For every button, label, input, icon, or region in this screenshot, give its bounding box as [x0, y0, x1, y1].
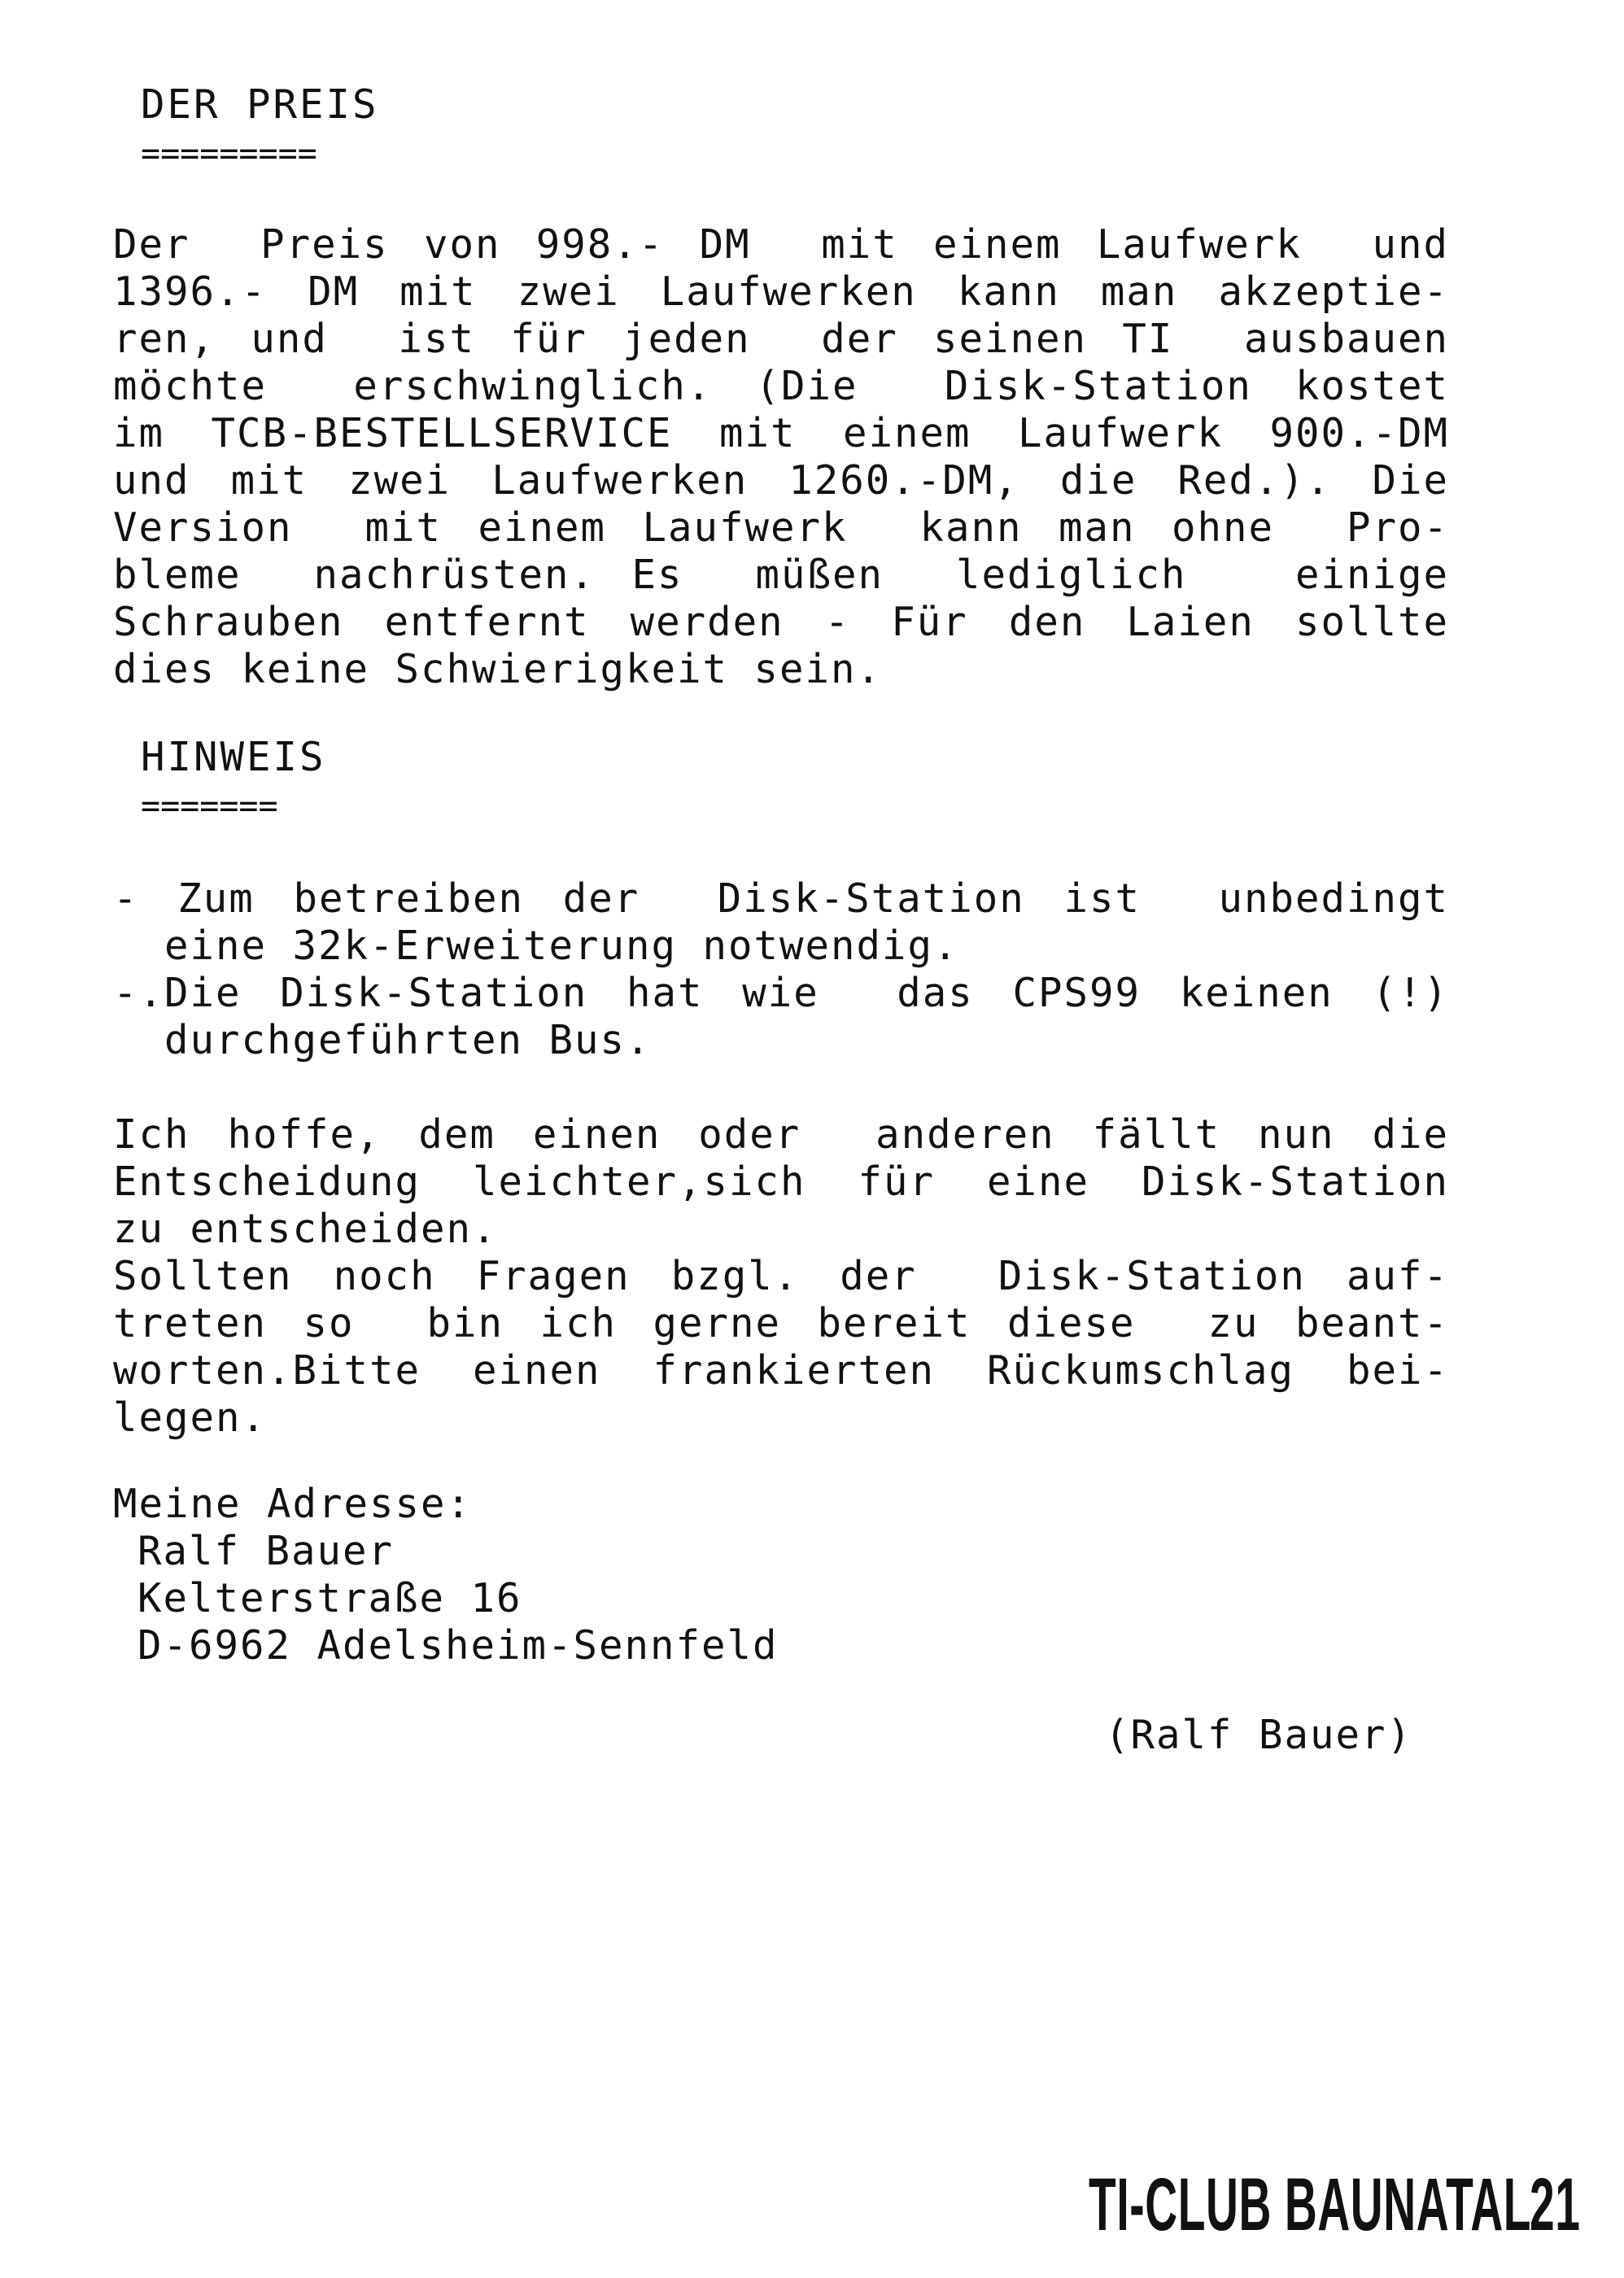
- hint-heading-underline: =======: [141, 788, 278, 825]
- page-number: 21: [1530, 2163, 1581, 2246]
- list-item: -.Die Disk-Station hat wie das CPS99 keinen (!): [113, 970, 1449, 1016]
- paragraph-line: Version mit einem Laufwerk kann man ohne Pro-: [113, 504, 1449, 551]
- hint-heading: HINWEIS: [141, 734, 326, 780]
- paragraph-line: 1396.- DM mit zwei Laufwerken kann man akzeptie-: [113, 268, 1449, 315]
- price-heading-underline: =========: [141, 135, 317, 172]
- paragraph-line: zu entscheiden.: [113, 1206, 498, 1252]
- address-name: Ralf Bauer: [138, 1528, 395, 1574]
- address-city: D-6962 Adelsheim-Sennfeld: [138, 1622, 779, 1669]
- paragraph-line: Ich hoffe, dem einen oder anderen fällt nun die: [113, 1111, 1449, 1158]
- list-item: eine 32k-Erweiterung notwendig.: [113, 923, 959, 969]
- paragraph-line: dies keine Schwierigkeit sein.: [113, 646, 883, 692]
- paragraph-line: ren, und ist für jeden der seinen TI ausbauen: [113, 316, 1449, 362]
- address-street: Kelterstraße 16: [138, 1575, 522, 1621]
- paragraph-line: Entscheidung leichter,sich für eine Disk-Station: [113, 1159, 1449, 1205]
- paragraph-line: bleme nachrüsten. Es müßen lediglich einige: [113, 552, 1449, 598]
- list-item: durchgeführten Bus.: [113, 1017, 652, 1063]
- paragraph-line: legen.: [113, 1394, 268, 1441]
- paragraph-line: Schrauben entfernt werden - Für den Laien sollte: [113, 599, 1449, 645]
- address-label: Meine Adresse:: [113, 1481, 473, 1527]
- list-item: - Zum betreiben der Disk-Station ist unbedingt: [113, 875, 1449, 922]
- paragraph-line: im TCB-BESTELLSERVICE mit einem Laufwerk 900.-DM: [113, 410, 1449, 456]
- club-name: TI-CLUB BAUNATAL: [1089, 2163, 1532, 2246]
- paragraph-line: und mit zwei Laufwerken 1260.-DM, die Red.). Die: [113, 457, 1449, 504]
- price-heading: DER PREIS: [141, 81, 379, 128]
- paragraph-line: treten so bin ich gerne bereit diese zu beant-: [113, 1300, 1449, 1346]
- paragraph-line: Der Preis von 998.- DM mit einem Laufwerk und: [113, 221, 1449, 268]
- paragraph-line: Sollten noch Fragen bzgl. der Disk-Station auf-: [113, 1253, 1449, 1299]
- signature: (Ralf Bauer): [1105, 1712, 1413, 1758]
- paragraph-line: worten.Bitte einen frankierten Rückumschlag bei-: [113, 1347, 1449, 1394]
- paragraph-line: möchte erschwinglich. (Die Disk-Station kostet: [113, 363, 1449, 409]
